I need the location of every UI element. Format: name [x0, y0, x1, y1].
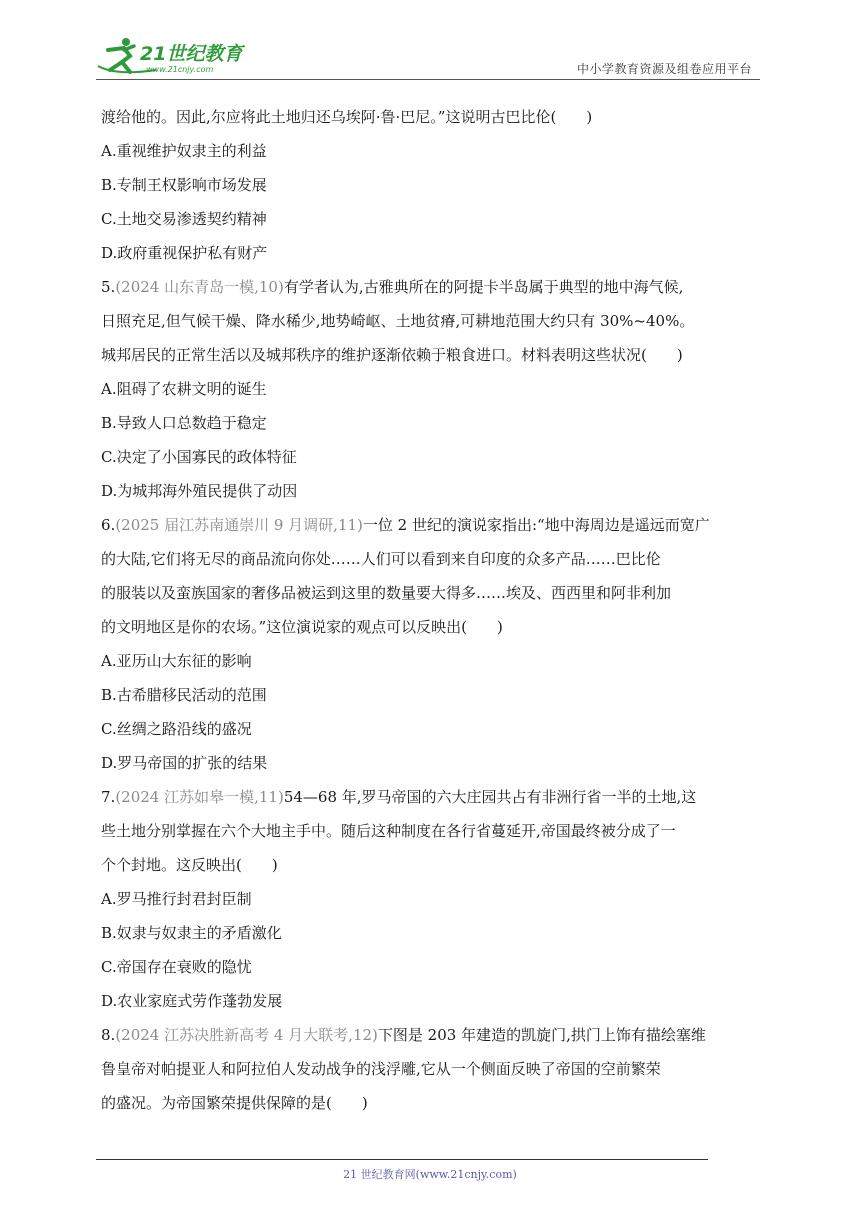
- line-text: 的盛况。为帝国繁荣提供保障的是(: [101, 1094, 332, 1112]
- line-text: 的文明地区是你的农场。”这位演说家的观点可以反映出(: [101, 618, 468, 636]
- question-source: (2025 届江苏南通崇川 9 月调研,11): [115, 516, 363, 534]
- page-footer: 21 世纪教育网(www.21cnjy.com): [343, 1168, 517, 1181]
- question-number: 7.: [101, 788, 116, 806]
- line-text: B.奴隶与奴隶主的矛盾激化: [101, 924, 282, 942]
- line-text: D.为城邦海外殖民提供了动因: [101, 482, 298, 500]
- line-text: A.重视维护奴隶主的利益: [101, 142, 267, 160]
- line-text: 下图是 203 年建造的凯旋门,拱门上饰有描绘塞维: [377, 1026, 706, 1044]
- line-text: A.亚历山大东征的影响: [101, 652, 252, 670]
- line-text: C.帝国存在衰败的隐忧: [101, 958, 252, 976]
- line-text: D.罗马帝国的扩张的结果: [101, 754, 268, 772]
- line-text: 54—68 年,罗马帝国的六大庄园共占有非洲行省一半的土地,这: [283, 788, 697, 806]
- question-source: (2024 江苏决胜新高考 4 月大联考,12): [115, 1026, 378, 1044]
- answer-option: [101, 474, 765, 508]
- line-text: B.导致人口总数趋于稳定: [101, 414, 267, 432]
- question-stem-line: [101, 270, 765, 304]
- text-line: [101, 610, 765, 644]
- platform-label: 中小学教育资源及组卷应用平台: [576, 62, 752, 76]
- answer-option: [101, 916, 765, 950]
- answer-option: [101, 984, 765, 1018]
- line-text: 的大陆,它们将无尽的商品流向你处……人们可以看到来自印度的众多产品……巴比伦: [101, 550, 661, 568]
- text-line: [101, 304, 765, 338]
- line-text: C.决定了小国寡民的政体特征: [101, 448, 297, 466]
- question-number: 6.: [101, 516, 116, 534]
- line-text: 个个封地。这反映出(: [101, 856, 242, 874]
- line-text: 城邦居民的正常生活以及城邦秩序的维护逐渐依赖于粮食进口。材料表明这些状况(: [101, 346, 647, 364]
- answer-option: [101, 168, 765, 202]
- text-line: [101, 576, 765, 610]
- closing-paren: ): [361, 1094, 368, 1112]
- line-text: A.罗马推行封君封臣制: [101, 890, 252, 908]
- line-text: 一位 2 世纪的演说家指出:“地中海周边是遥远而宽广: [362, 516, 710, 534]
- text-line: [101, 848, 765, 882]
- line-text: B.古希腊移民活动的范围: [101, 686, 267, 704]
- line-text: 日照充足,但气候干燥、降水稀少,地势崎岖、土地贫瘠,可耕地范围大约只有 30%~40%。: [101, 312, 695, 330]
- answer-option: [101, 950, 765, 984]
- answer-option: [101, 712, 765, 746]
- logo-text: 21世纪教育: [140, 43, 243, 65]
- line-text: 鲁皇帝对帕提亚人和阿拉伯人发动战争的浅浮雕,它从一个侧面反映了帝国的空前繁荣: [101, 1060, 661, 1078]
- text-line: [101, 338, 765, 372]
- line-text: D.农业家庭式劳作蓬勃发展: [101, 992, 283, 1010]
- question-number: 5.: [101, 278, 116, 296]
- closing-paren: ): [586, 108, 593, 126]
- page-header: [0, 0, 860, 82]
- closing-paren: ): [271, 856, 278, 874]
- answer-option: [101, 678, 765, 712]
- answer-option: [101, 406, 765, 440]
- answer-option: [101, 236, 765, 270]
- answer-option: [101, 372, 765, 406]
- line-text: 的服装以及蛮族国家的奢侈品被运到这里的数量要大得多……埃及、西西里和阿非利加: [101, 584, 672, 602]
- question-stem-line: [101, 508, 765, 542]
- question-number: 8.: [101, 1026, 116, 1044]
- closing-paren: ): [497, 618, 503, 636]
- answer-option: [101, 746, 765, 780]
- answer-option: [101, 882, 765, 916]
- line-text: B.专制王权影响市场发展: [101, 176, 267, 194]
- runner-logo-icon: [96, 36, 266, 78]
- question-stem-line: [101, 1018, 765, 1052]
- line-text: D.政府重视保护私有财产: [101, 244, 268, 262]
- text-line: [101, 100, 765, 134]
- line-text: 些土地分别掌握在六个大地主手中。随后这种制度在各行省蔓延开,帝国最终被分成了一: [101, 822, 676, 840]
- answer-option: [101, 134, 765, 168]
- closing-paren: ): [676, 346, 683, 364]
- text-line: [101, 1086, 765, 1120]
- text-line: [101, 542, 765, 576]
- line-text: 渡给他的。因此,尔应将此土地归还乌埃阿·鲁·巴尼。”这说明古巴比伦(: [101, 108, 557, 126]
- footer-divider: [96, 1159, 708, 1160]
- header-divider: [96, 79, 760, 80]
- question-source: (2024 山东青岛一模,10): [115, 278, 284, 296]
- logo-url: www.21cnjy.com: [146, 65, 214, 74]
- text-line: [101, 1052, 765, 1086]
- site-logo: [96, 36, 266, 78]
- answer-option: [101, 440, 765, 474]
- question-stem-line: [101, 780, 765, 814]
- text-line: [101, 814, 765, 848]
- answer-option: [101, 644, 765, 678]
- line-text: C.丝绸之路沿线的盛况: [101, 720, 252, 738]
- question-source: (2024 江苏如皋一模,11): [115, 788, 284, 806]
- line-text: A.阻碍了农耕文明的诞生: [101, 380, 267, 398]
- line-text: 有学者认为,古雅典所在的阿提卡半岛属于典型的地中海气候,: [283, 278, 684, 296]
- line-text: C.土地交易渗透契约精神: [101, 210, 267, 228]
- question-content: [101, 100, 765, 1120]
- answer-option: [101, 202, 765, 236]
